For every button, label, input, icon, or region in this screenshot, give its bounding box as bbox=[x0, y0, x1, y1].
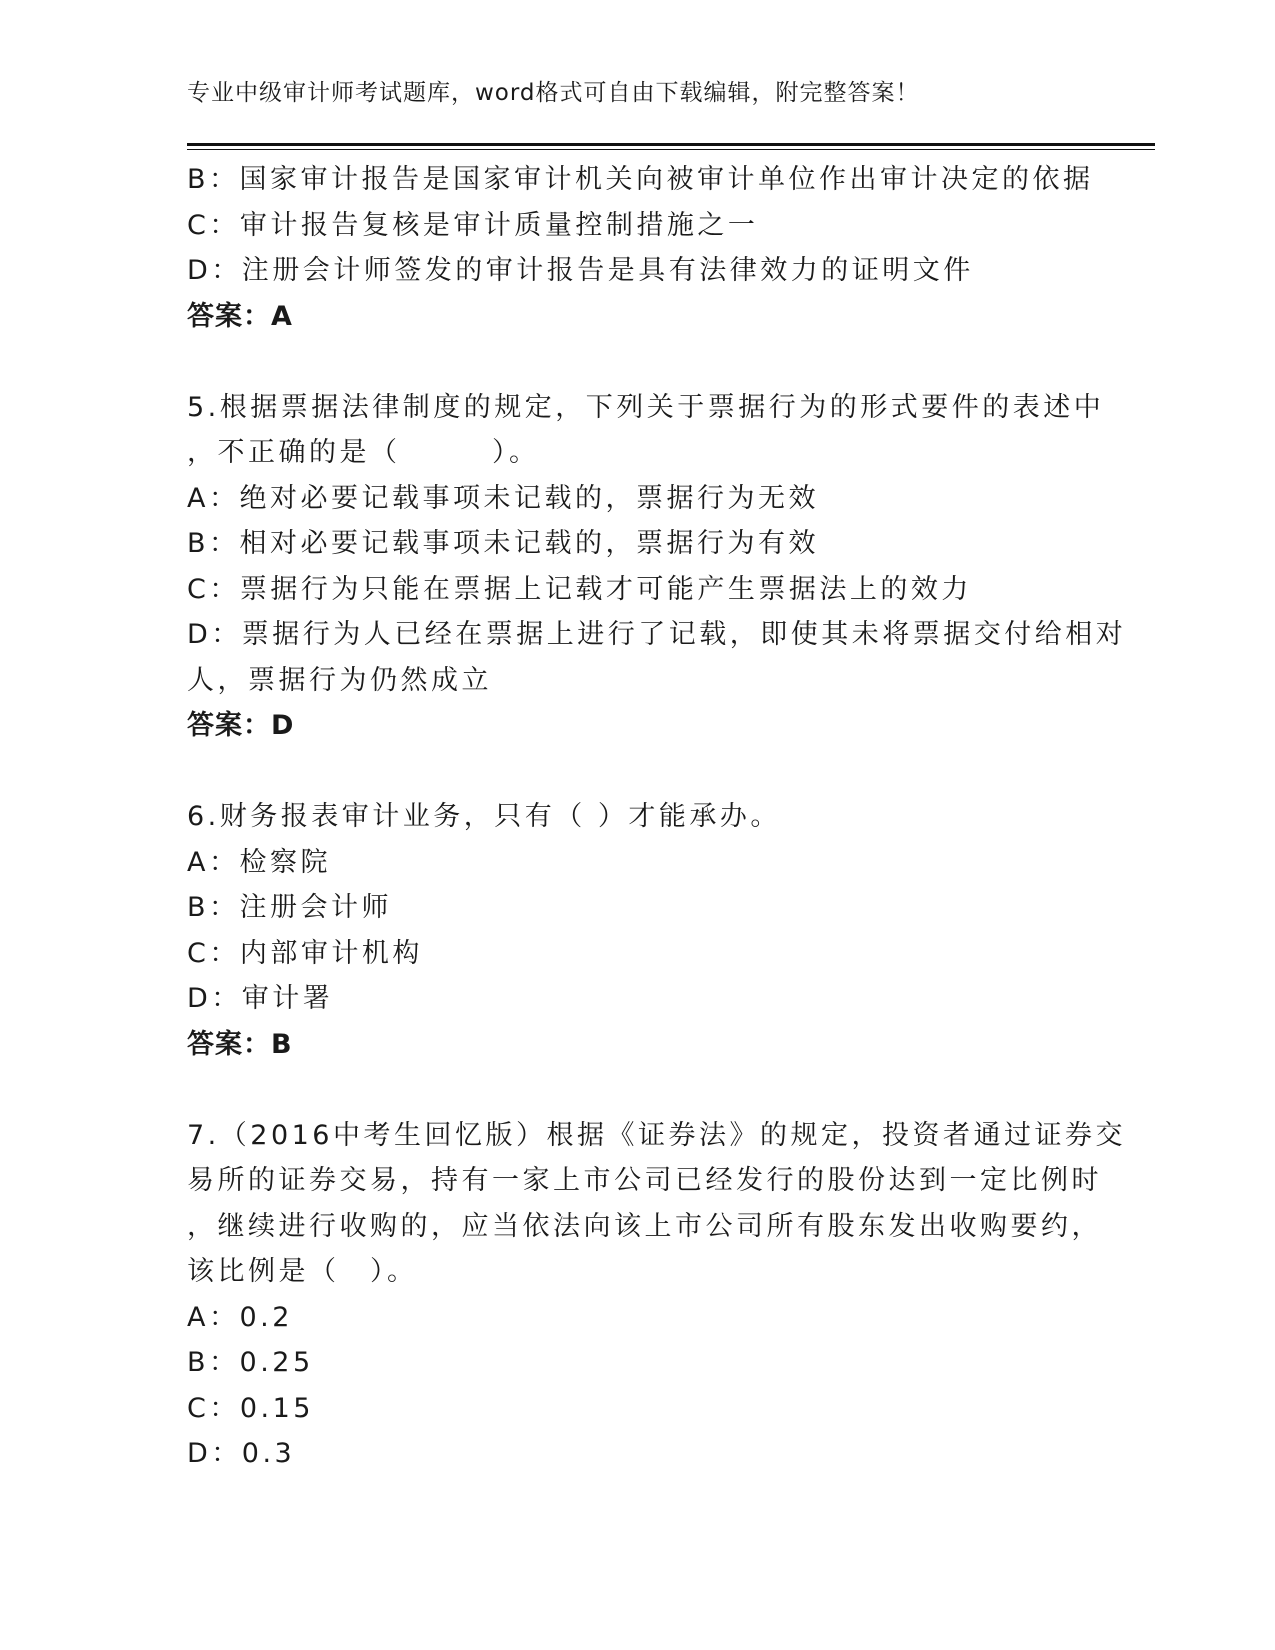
question-4-tail bbox=[187, 157, 1094, 339]
q6-answer: 答案：B bbox=[187, 1028, 293, 1060]
q6-option-d: D：审计署 bbox=[187, 983, 334, 1014]
question-5 bbox=[187, 385, 1127, 749]
q7-option-b: B：0.25 bbox=[187, 1347, 314, 1378]
q6-stem: 6.财务报表审计业务，只有（ ）才能承办。 bbox=[187, 801, 781, 832]
question-6 bbox=[187, 794, 1087, 1067]
document-body bbox=[187, 157, 1127, 1477]
q5-option-c: C：票据行为只能在票据上记载才可能产生票据法上的效力 bbox=[187, 573, 972, 605]
q4-option-c: C：审计报告复核是审计质量控制措施之一 bbox=[187, 209, 759, 241]
q7-option-c: C：0.15 bbox=[187, 1392, 314, 1424]
q7-stem-line-1: 7.（2016中考生回忆版）根据《证券法》的规定，投资者通过证券交 bbox=[187, 1119, 1126, 1151]
q5-answer: 答案：D bbox=[187, 710, 295, 741]
q7-option-d: D：0.3 bbox=[187, 1438, 296, 1469]
q5-option-d-line-2: 人，票据行为仍然成立 bbox=[187, 664, 492, 696]
spacer bbox=[187, 749, 1087, 795]
header-rule-thin bbox=[187, 149, 1155, 150]
q5-option-a: A：绝对必要记载事项未记载的，票据行为无效 bbox=[187, 482, 819, 514]
question-7 bbox=[187, 1113, 1126, 1477]
q6-option-a: A：检察院 bbox=[187, 846, 331, 878]
q5-stem-line-1: 5.根据票据法律制度的规定，下列关于票据行为的形式要件的表述中 bbox=[187, 391, 1105, 423]
spacer bbox=[187, 1067, 1087, 1113]
q7-stem-line-3: ，继续进行收购的，应当依法向该上市公司所有股东发出收购要约， bbox=[187, 1210, 1102, 1242]
q7-option-a: A：0.2 bbox=[187, 1301, 293, 1333]
q4-option-b: B：国家审计报告是国家审计机关向被审计单位作出审计决定的依据 bbox=[187, 164, 1094, 195]
q7-stem-line-4: 该比例是（ ）。 bbox=[187, 1256, 418, 1287]
header-note: 专业中级审计师考试题库，word格式可自由下载编辑，附完整答案！ bbox=[187, 80, 920, 106]
q6-option-b: B：注册会计师 bbox=[187, 892, 393, 923]
header-rule-thick bbox=[187, 143, 1155, 146]
q7-stem-line-2: 易所的证券交易，持有一家上市公司已经发行的股份达到一定比例时 bbox=[187, 1165, 1102, 1196]
q5-option-b: B：相对必要记载事项未记载的，票据行为有效 bbox=[187, 528, 820, 559]
q4-option-d: D：注册会计师签发的审计报告是具有法律效力的证明文件 bbox=[187, 255, 974, 286]
q5-option-d-line-1: D：票据行为人已经在票据上进行了记载，即使其未将票据交付给相对 bbox=[187, 619, 1127, 650]
q4-answer: 答案：A bbox=[187, 300, 293, 332]
q6-option-c: C：内部审计机构 bbox=[187, 937, 423, 969]
q5-stem-line-2: ，不正确的是（ ）。 bbox=[187, 437, 540, 468]
spacer bbox=[187, 339, 1087, 385]
